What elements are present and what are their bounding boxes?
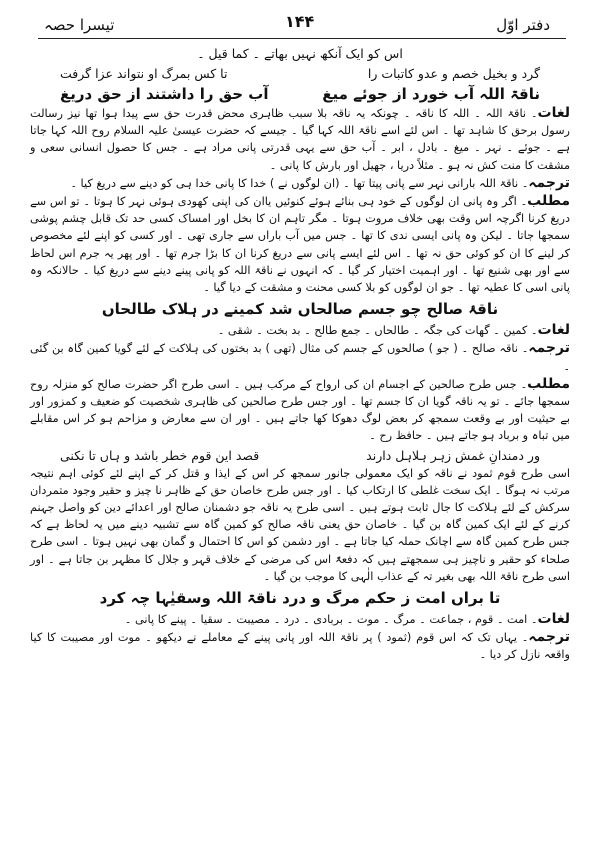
paragraph — [30, 193, 570, 296]
paragraph-text: ۔ ناقۃ اللہ بارانی نہر سے پانی پیتا تھا ۔ (ان لوگوں نے ) خدا کا پانی خدا ہی کو دینے سے دریغ کیا ۔ — [70, 176, 529, 190]
paragraph — [30, 175, 570, 192]
verse-second-line: آب حق را داشتند از حق دریغ — [60, 85, 269, 103]
verse-couplet — [30, 83, 570, 105]
header-rule — [38, 38, 566, 39]
section-label: لغات — [537, 105, 570, 121]
header-volume: دفتر اوّل — [496, 16, 550, 34]
paragraph-text: ۔ ناقۃ اللہ ۔ اللہ کا ناقہ ۔ چونکہ یہ ناقہ بلا سبب ظاہری محض قدرت حق سے پیدا ہوا تھا نیز رسالت رسول برحق کا شاہد تھا ۔ اس لئے اسے ناقۃ اللہ کہا گیا ۔ جیسے کہ حضرت عیسیٰ علیہ السلام روح اللہ کہا جاتا ہے ۔ جوئے ۔ نہر ۔ میغ ۔ بادل ، ابر ۔ آب حق سے یہی قدرتی پانی مراد ہے ۔ جس کا حصول انسانی سعی و مشقت کا منت کش نہ ہو ۔ مثلاً دریا ، جھیل اور بارش کا پانی ۔ — [30, 107, 570, 172]
paragraph — [30, 322, 570, 339]
paragraph — [30, 629, 570, 663]
section-label: لغات — [537, 611, 570, 628]
paragraph — [30, 376, 570, 445]
verse-first-line: ور دمندانِ غمش زہر ہلاہل دارند — [366, 447, 540, 463]
verse-line: تا براں امت ز حکم مرگ و درد ناقۃ اللہ وسقیٰہا چہ کرد — [99, 589, 501, 608]
section-label: ترجمہ — [528, 629, 570, 646]
verse-couplet — [30, 446, 570, 465]
verse-second-line: تا کس بمرگ او نتواند عزا گرفت — [60, 66, 228, 81]
paragraph-text: ۔ امت ۔ قوم ، جماعت ۔ مرگ ۔ موت ۔ بربادی ۔ درد ۔ مصیبت ۔ سقیا ۔ پینے کا پانی ۔ — [124, 613, 538, 627]
header-part: تیسرا حصہ — [44, 16, 115, 34]
verse-couplet — [30, 64, 570, 83]
page-header — [0, 12, 600, 38]
verse-line: ناقۂ صالح چو جسم صالحاں شد کمینے در ہلاک طالحاں — [101, 300, 499, 319]
section-label: مطلب — [527, 193, 570, 210]
section-label: ترجمہ — [528, 340, 570, 357]
page-body — [30, 44, 570, 665]
verse-second-line: قصد این قوم خطر باشد و ہاں تا نکنی — [60, 447, 260, 463]
paragraph-text: ۔ کمین ۔ گھات کی جگہ ۔ طالحاں ۔ جمع طالح ۔ بد بخت ۔ شقی ۔ — [217, 324, 538, 338]
paragraph-text: ۔ یہاں تک کہ اس قوم (ثمود ) پر ناقۃ اللہ اور پانی پینے کے معاملے نے دیکھو ۔ موت اور مصیبت کا کیا واقعہ نازل کر دیا ۔ — [30, 631, 570, 662]
paragraph-text: ۔ اگر وہ پانی ان لوگوں کے خود ہی بنائے ہوئے کنوئیں یاان کی اپنی کھودی ہوئی نہر کا ہوتا ۔ تو اس سے دریغ کرنا اگرچہ اس وقت بھی خلاف مروت ہوتا ۔ مگر تاہم ان کا بخل اور امساک کسی حد تک قابل چشم پوشی سمجھا جاتا ۔ لیکن وہ پانی ایسی ندی کا تھا ۔ جس میں آب باراں سے جاری تھی ۔ اور کسی کو اپنے لئے مخصوص کر لینے کا ان کو کوئی حق نہ تھا ۔ اس لئے ایسے پانی سے دریغ کرنا ان کا بڑا جرم تھا ۔ اور پھر یہ جرم اس لحاظ سے اور بھی شنیع تھا ۔ اور اہمیت اختیار کر گیا ۔ کہ انہوں نے ناقۃ اللہ کو پانی پینے دینے سے دریغ کیا ۔ حالانکہ وہ پانی اسی کا عطیہ تھا ۔ جو ان لوگوں کو بلا کسی محنت و مشقت کے دیا گیا ۔ — [30, 195, 570, 295]
section-label: ترجمہ — [528, 174, 570, 191]
section-label: مطلب — [527, 375, 570, 392]
paragraph — [30, 611, 570, 628]
verse-first-line: گرد و بخیل خصم و عدو کاتبات را — [367, 66, 540, 81]
paragraph-text: اسی طرح قوم ثمود نے ناقہ کو ایک معمولی جانور سمجھ کر اس کے ایذا و قتل کر کے اپنے لئے کوئی اہم نتیجہ مرتب نہ ہوگا ۔ ایک سخت غلطی کا ارتکاب کیا ۔ اور جس طرح خاصان حق کے ظاہر نا چیز و حقیر وجود متمردان سرکش کے لئے ہلاکت کا جال ثابت ہوتے ہیں ۔ اسی طرح یہ ناقہ جو دشمنان صالح اور اعدائے دین کو واصل جہنم کرنے کے لئے ایک کمین گاہ بن گیا ۔ خاصان حق یعنی ناقہ صالح کو کمین گاہ سے تشبیہ دینے میں یہ لحاظ ہے کہ جس طرح کمین گاہ سے اچانک حملہ کیا جاتا ہے ۔ اور دشمن کو اس کا احتمال و گمان بھی نہیں ہوتا ۔ اسی طرح صلحاء کو حقیر و ناچیز ہی سمجھتے ہیں کہ دفعۃً اس کی مرضی کے خلاف قہر و جلال کا مظہر بن جاتا ہے ۔ اور اسی طرح ناقۃ اللہ بھی بغیر تہ کے عذاب الٰہی کا موجب بن گیا ۔ — [30, 466, 570, 583]
paragraph — [30, 465, 570, 585]
paragraph — [30, 340, 570, 374]
paragraph-text: ۔ جس طرح صالحین کے اجسام ان کی ارواح کے مرکب ہیں ۔ اسی طرح اگر حضرت صالح کو منزلہ روح سمجھا جائے ۔ تو یہ ناقہ گویا ان کا جسم تھا ۔ اور جس طرح صالحین کی ظاہری شخصیت کو ضعیف و کمزور اور بے حیثیت اور بے وقعت سمجھ کر بعض لوگ دھوکا کھا جاتے ہیں ۔ اور ان سے معارض و مزاحم ہو کر اس مقابلے میں تباہ و برباد ہو جاتے ہیں ۔ حافظ رح ۔ — [30, 377, 570, 443]
paragraph-text: ۔ ناقہ صالح ۔ ( جو ) صالحوں کے جسم کی مثال (تھی ) بد بختوں کی ہلاکت کے لئے گویا کمین گاہ بن گئی ۔ — [30, 342, 570, 373]
page-number: ۱۴۴ — [285, 12, 315, 31]
section-label: لغات — [537, 322, 570, 339]
paragraph — [30, 105, 570, 174]
verse-line: اس کو ایک آنکھ نہیں بھاتے ۔ کما قیل ۔ — [197, 46, 403, 61]
verse-first-line: ناقۃ اللہ آب خورد از جوئے میغ — [322, 85, 540, 103]
